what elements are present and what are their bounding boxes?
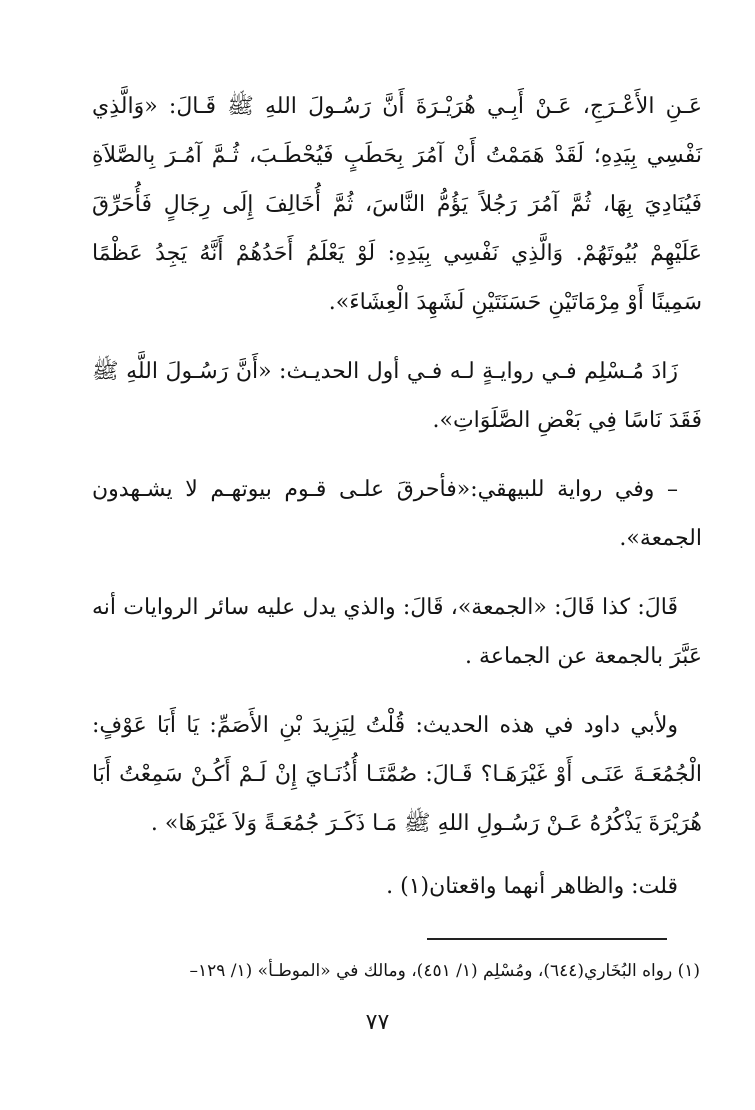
bayhaqi-paragraph: – وفي رواية للبيهقي:«فأحرقَ علـى قـوم بيوتهـم لا يشـهدون الجمعة».: [92, 477, 702, 551]
muslim-addition-paragraph: زَادَ مُـسْلِم فـي روايـةٍ لـه فـي أول الحديـث: «أَنَّ رَسُـولَ اللَّهِ ﷺ فَقَدَ نَاسًا فِي بَعْضِ الصَّلَوَاتِ».: [92, 359, 702, 433]
footnote-text: (١) رواه البُخَاري(٦٤٤)، ومُسْلِم (١/ ٤٥١)، ومالك في «الموطـأ» (١/ ١٢٩–: [189, 961, 700, 981]
commentary-paragraph: قَالَ: كذا قَالَ: «الجمعة»، قَالَ: والذي يدل عليه سائر الروايات أنه عَبَّرَ بالجمعة عن الجماعة .: [92, 595, 702, 669]
conclusion-paragraph: قلت: والظاهر أنهما واقعتان(١) .: [386, 874, 678, 899]
page-body: [92, 82, 702, 911]
hadith-paragraph: عَـنِ الأَعْـرَجِ، عَـنْ أَبِـي هُرَيْـرَةَ أَنَّ رَسُـولَ اللهِ ﷺ قَـالَ: «وَالَّذِي نَفْسِي بِيَدِهِ؛ لَقَدْ هَمَمْتُ أَنْ آمُرَ بِحَطَبٍ فَيُحْطَـبَ، ثُـمَّ آمُـرَ بِالصَّلاَةِ فَيُنَادِيَ بِهَا، ثُمَّ آمُرَ رَجُلاً يَؤُمُّ النَّاسَ، ثُمَّ أُخَالِفَ إِلَى رِجَالٍ فَأُحَرِّقَ عَلَيْهِمْ بُيُوتَهُمْ. وَالَّذِي نَفْسِي بِيَدِهِ: لَوْ يَعْلَمُ أَحَدُهُمْ أَنَّهُ يَجِدُ عَظْمًا سَمِينًا أَوْ مِرْمَاتَيْنِ حَسَنَتَيْنِ لَشَهِدَ الْعِشَاءَ».: [92, 94, 702, 315]
abu-dawud-paragraph: ولأبي داود في هذه الحديث: قُلْتُ لِيَزِيدَ بْنِ الأَصَمِّ: يَا أَبَا عَوْفٍ: الْجُمُعَـةَ عَنَـى أَوْ غَيْرَهَـا؟ قَـالَ: صُمَّتَـا أُذُنَـايَ إِنْ لَـمْ أَكُـنْ سَمِعْتُ أَبَا هُرَيْرَةَ يَذْكُرُهُ عَـنْ رَسُـولِ اللهِ ﷺ مَـا ذَكَـرَ جُمُعَـةً وَلاَ غَيْرَهَا» .: [92, 713, 702, 836]
page-number: ٧٧: [365, 1010, 390, 1035]
footnote-divider: [427, 938, 667, 940]
